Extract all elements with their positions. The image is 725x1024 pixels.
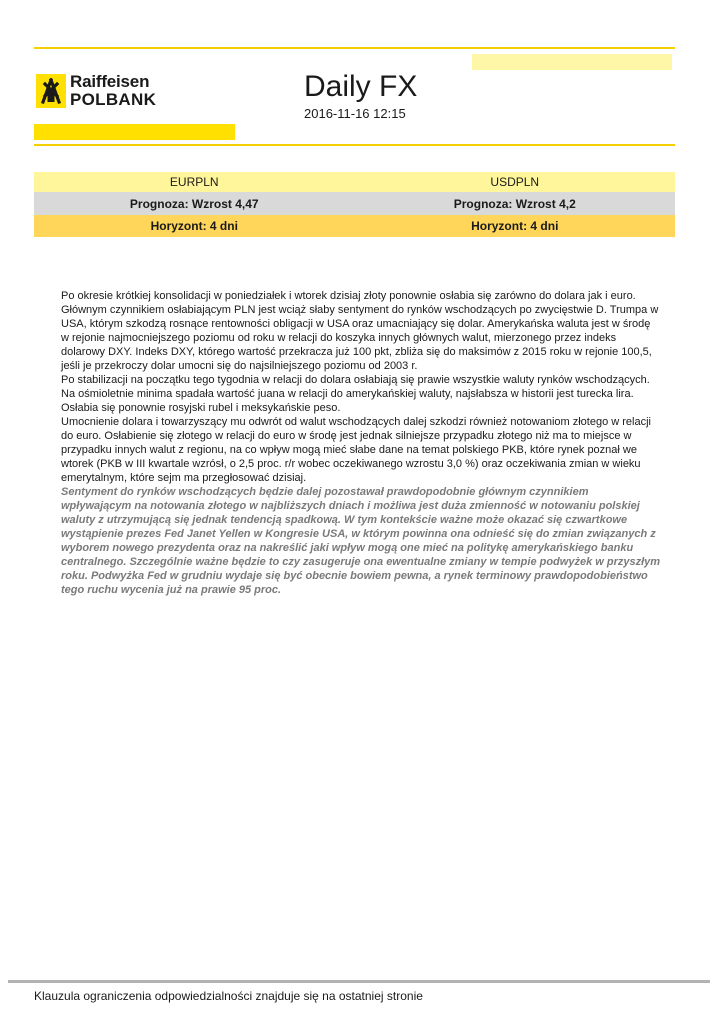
header-band-left	[34, 124, 235, 140]
paragraph: Po stabilizacji na początku tego tygodnia w relacji do dolara osłabiają się prawie wszystkie waluty rynków wschodzących. Na ośmioletnie minima spadała wartość juana w relacji do amerykańskiej waluty, najsłabsza w historii jest turecka lira. Osłabia się ponownie rosyjski rubel i meksykańskie peso.	[61, 374, 650, 414]
page-title: Daily FX	[304, 70, 418, 103]
horizon-eurpln: Horyzont: 4 dni	[150, 219, 238, 233]
horizon-row	[34, 215, 675, 237]
report-datetime: 2016-11-16 12:15	[304, 106, 406, 121]
column-usdpln: USDPLN	[490, 175, 540, 189]
paragraph: Po okresie krótkiej konsolidacji w poniedziałek i wtorek dzisiaj złoty ponownie osłabia się zarówno do dolara jak i euro. Głównym czynnikiem osłabiającym PLN jest wciąż słaby sentyment do rynków wschodzących po zwycięstwie D. Trumpa w USA, którym szkodzą rosnące rentowności obligacji w USA oraz umacniający się dolar. Amerykańska waluta jest w środę w rejonie najmocniejszego poziomu od roku w relacji do koszyka innych głównych walut, mierzonego przez indeks dolarowy DXY. Indeks DXY, którego wartość przekracza już 100 pkt, zbliża się do maksimów z 2015 roku w rejonie 100,5, jeśli je przekroczy dolar umocni się do najsilniejszego poziomu od 2003 r.	[61, 290, 659, 372]
header-band-right	[472, 54, 672, 70]
disclaimer: Klauzula ograniczenia odpowiedzialności znajduje się na ostatniej stronie	[34, 989, 423, 1003]
forecast-eurpln: Prognoza: Wzrost 4,47	[129, 196, 259, 211]
currency-header-row	[34, 172, 675, 192]
logo-text-polbank: POLBANK	[70, 90, 157, 109]
top-rule	[34, 47, 675, 49]
crossed-gables-icon	[36, 74, 66, 108]
forecast-row	[34, 192, 675, 215]
column-eurpln: EURPLN	[169, 175, 219, 189]
forecast-usdpln: Prognoza: Wzrost 4,2	[453, 196, 576, 211]
forecast-table	[34, 172, 675, 237]
logo-text-raiffeisen: Raiffeisen	[70, 72, 150, 91]
outlook-paragraph: Sentyment do rynków wschodzących będzie dalej pozostawał prawdopodobnie głównym czynnikiem wpływającym na notowania złotego w najbliższych dniach i możliwa jest duża zmienność w notowaniu polskiej waluty z utrzymującą się jednak tendencją spadkową. W tym kontekście ważne może okazać się czwartkowe wystąpienie prezes Fed Janet Yellen w Kongresie USA, w którym powinna ona odnieść się do zmian związanych z wyborem nowego prezydenta oraz na nakreślić jaki wpływ mogą one mieć na politykę amerykańskiego banku centralnego. Szczególnie ważne będzie to czy zasugeruje ona ewentualne zmiany w tempie podwyżek w przyszłym roku. Podwyżka Fed w grudniu wydaje się być obecnie bowiem pewna, a rynek terminowy prawdopodobieństwo tego ruchu wycenia już na prawie 95 proc.	[61, 486, 661, 596]
raiffeisen-logo	[36, 72, 161, 112]
horizon-usdpln: Horyzont: 4 dni	[471, 219, 559, 233]
footer-rule	[8, 980, 710, 983]
commentary	[61, 289, 661, 597]
header-rule	[34, 144, 675, 146]
paragraph: Umocnienie dolara i towarzyszący mu odwrót od walut wschodzących dalej szkodzi również notowaniom złotego w relacji do euro. Osłabienie się złotego w relacji do euro w środę jest jednak silniejsze przypadku złotego niż ma to miejsce w przypadku innych walut z regionu, na co wpływ mogą mieć słabe dane na temat polskiego PKB, które rynek poznał we wtorek (PKB w III kwartale wzrósł, o 2,5 proc. r/r wobec oczekiwanego wzrostu 3,0 %) oraz oczekiwania zmian w wieku emerytalnym, które sejm ma przegłosować dzisiaj.	[61, 416, 651, 484]
